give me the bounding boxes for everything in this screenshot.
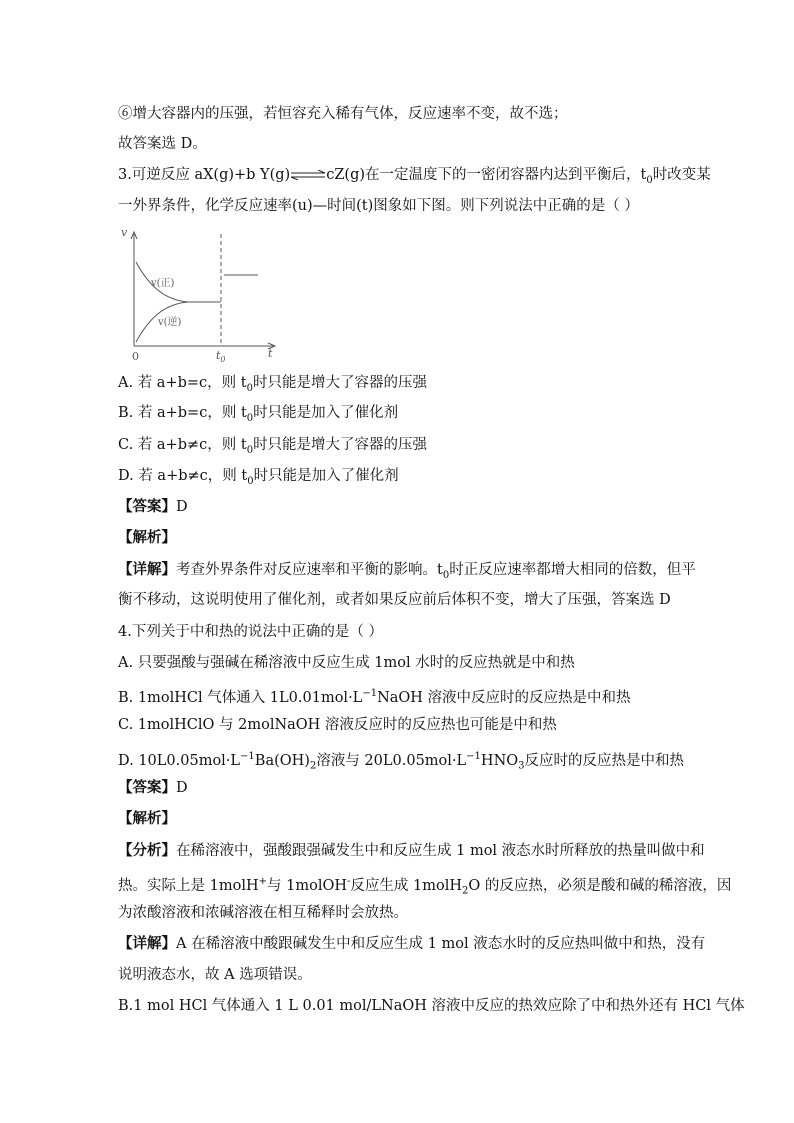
question-text: 时改变某 xyxy=(652,167,711,183)
subscript: 0 xyxy=(646,174,653,186)
analysis-tag: 【分析】 xyxy=(118,842,176,859)
analysis-3-heading: 【解析】 xyxy=(118,529,176,546)
option-a: A. 若 a+b=c，则 $t_0$时只能是增大了容器的压强 xyxy=(118,375,427,394)
text-line: 一外界条件，化学反应速率(u)—时间(t)图象如下图。则下列说法中正确的是（ ） xyxy=(118,198,639,214)
detail-4-line-1: 【详解】A 在稀溶液中酸跟碱发生中和反应生成 1 mol 液态水时的反应热叫做中和热，没有 xyxy=(118,935,706,952)
option-d: D. 若 a+b≠c，则 $t_0$时只能是加入了催化剂 xyxy=(118,468,399,487)
equilibrium-arrow-icon xyxy=(290,170,326,180)
option-d: D. $10L0.05mol\cdot L^{-1}Ba(OH)_2$溶液与 $20L0.05mol\cdot L^{-1}HNO_3$反应时的反应热是中和热 xyxy=(118,751,685,772)
detail-4-line-2: 说明液态水，故 A 选项错误。 xyxy=(118,967,312,983)
answer-tag: 【答案】 xyxy=(118,779,176,796)
detail-4-line-3: B.1 mol HCl 气体通入 1 L 0.01 mol/LNaOH 溶液中反应的热效应除了中和热外还有 HCl 气体 xyxy=(118,998,745,1014)
y-axis xyxy=(131,232,137,346)
answer-value: D xyxy=(176,499,188,515)
origin-label: 0 xyxy=(132,350,139,362)
answer-tag: 【答案】 xyxy=(118,498,176,515)
t0-label: $t_0$ xyxy=(216,349,226,362)
option-a: A. 只要强酸与强碱在稀溶液中反应生成 1mol 水时的反应热就是中和热 xyxy=(118,655,575,671)
detail-3: 【详解】考查外界条件对反应速率和平衡的影响。$t_0$时正反应速率都增大相同的倍数，但平 xyxy=(118,561,696,581)
analysis-4-line-2: 热。实际上是 1molH+与 1molOH-反应生成 1molH$_2$O 的反应热，必须是酸和碱的稀溶液，因 xyxy=(118,876,732,897)
x-axis xyxy=(134,343,275,349)
text-line: 故答案选 D。 xyxy=(118,136,207,152)
option-b: B. 1molHCl 气体通入 $1L0.01mol\cdot L^{-1}NaOH$ 溶液中反应时的反应热是中和热 xyxy=(118,688,631,706)
text-line: ⑥增大容器内的压强，若恒容充入稀有气体，反应速率不变，故不选； xyxy=(118,106,568,122)
rate-time-graph xyxy=(118,224,278,362)
answer-value: D xyxy=(176,780,188,796)
question-3-stem xyxy=(118,165,711,191)
analysis-4-heading: 【解析】 xyxy=(118,810,176,827)
option-c: C. 1molHClO 与 2molNaOH 溶液反应时的反应热也可能是中和热 xyxy=(118,717,557,733)
answer-3 xyxy=(118,497,188,517)
forward-rate-curve xyxy=(136,262,221,302)
option-c: C. 若 a+b≠c，则 $t_0$时只能是增大了容器的压强 xyxy=(118,437,428,456)
x-axis-label: t xyxy=(268,347,273,360)
detail-tag: 【详解】 xyxy=(118,935,176,952)
forward-rate-label: v(正) xyxy=(151,278,175,289)
reverse-rate-label: v(逆) xyxy=(158,317,182,328)
y-axis-label: v xyxy=(121,226,128,239)
analysis-4-line-1: 【分析】在稀溶液中，强酸跟强碱发生中和反应生成 1 mol 液态水时所释放的热量叫做中和 xyxy=(118,842,705,859)
text-line: 衡不移动，这说明使用了催化剂，或者如果反应前后体积不变，增大了压强，答案选 D xyxy=(118,592,671,608)
question-text: 3.可逆反应 aX(g)+b Y(g) xyxy=(118,167,291,183)
answer-4 xyxy=(118,778,188,798)
option-b: B. 若 a+b=c，则 $t_0$时只能是加入了催化剂 xyxy=(118,405,399,424)
detail-tag: 【详解】 xyxy=(118,561,176,578)
analysis-4-line-3: 为浓酸溶液和浓碱溶液在相互稀释时会放热。 xyxy=(118,905,408,921)
question-4-stem: 4.下列关于中和热的说法中正确的是（ ） xyxy=(118,624,383,640)
question-text: cZ(g)在一定温度下的一密闭容器内达到平衡后，t xyxy=(326,167,647,183)
